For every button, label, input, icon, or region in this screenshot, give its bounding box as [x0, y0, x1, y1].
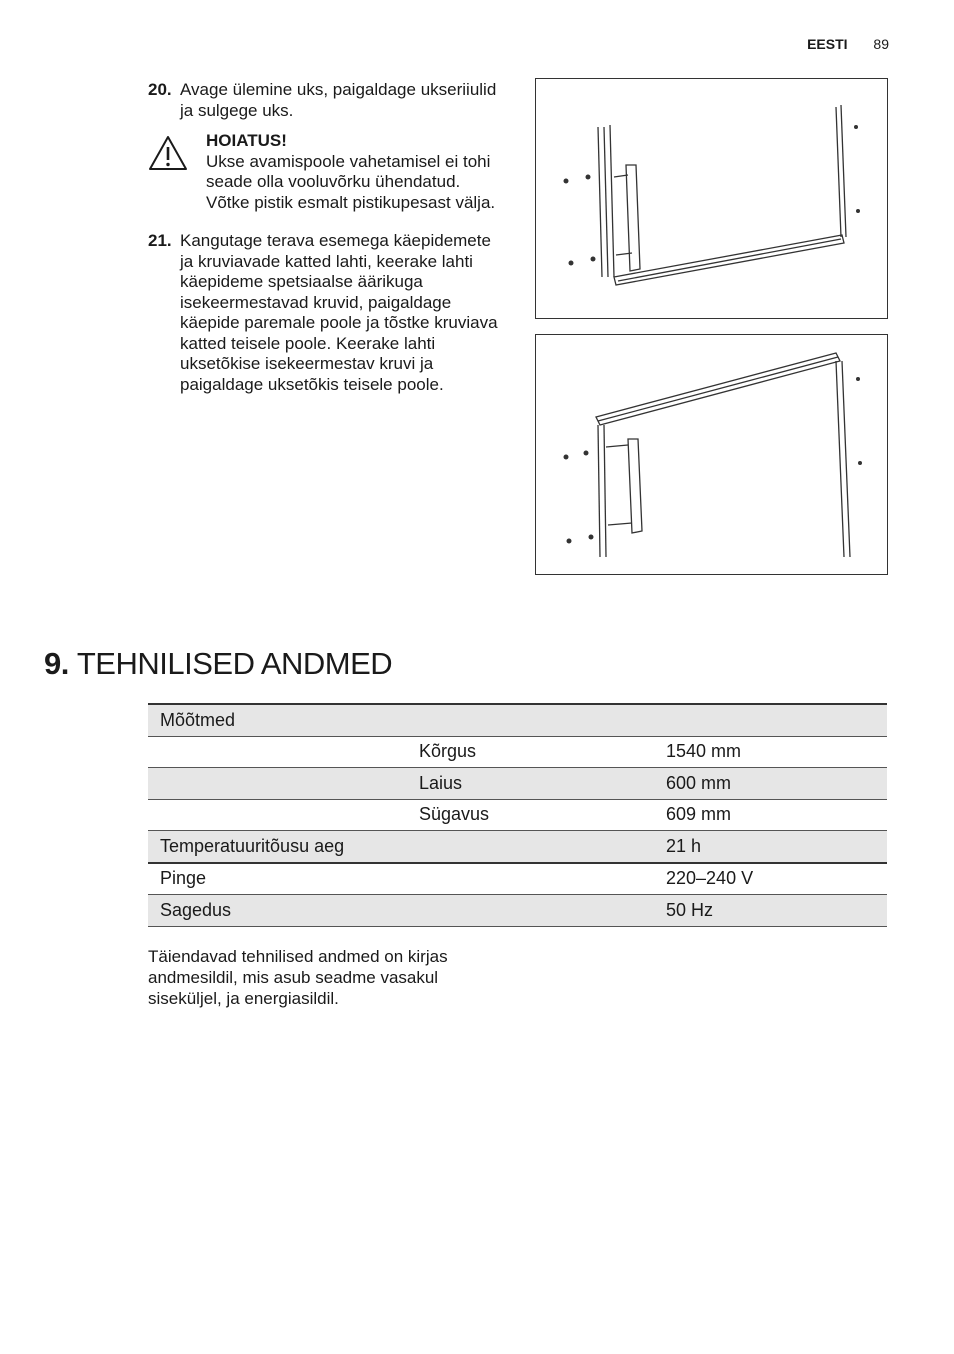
row-value: 220–240 V — [654, 863, 887, 895]
additional-info-note: Täiendavad tehnilised andmed on kirjas andmesildil, mis asub seadme vasakul siseküljel, ja energiasildil. — [148, 947, 448, 1008]
step-text: Kangutage terava esemega käepidemete ja kruviavade katted lahti, keerake lahti käepideme spetsiaalse äärikuga isekeermestavad kruvid, paigaldage käepide paremale poole ja tõstke kruviava katted teisele poole. Keerake lahti uksetõkise isekeermestav kruvi ja paigaldage uksetõkis teisele poole. — [180, 231, 498, 394]
row-value: 50 Hz — [654, 895, 887, 927]
table-row — [148, 831, 887, 863]
step-21 — [148, 231, 508, 395]
row-label: Pinge — [148, 863, 407, 895]
row-value: 609 mm — [654, 799, 887, 831]
page-header — [807, 36, 889, 52]
figure-door-handle-removal — [535, 78, 888, 319]
page-number: 89 — [873, 36, 889, 52]
row-label: Temperatuuritõusu aeg — [148, 831, 407, 863]
table-row — [148, 895, 887, 927]
row-label — [148, 799, 407, 831]
warning-title: HOIATUS! — [206, 131, 287, 150]
door-illustration-top — [536, 79, 889, 320]
row-label — [148, 736, 407, 768]
step-number: 21. — [148, 231, 172, 250]
table-row — [148, 736, 887, 768]
warning-box — [148, 131, 508, 213]
row-sublabel — [407, 863, 654, 895]
step-text: Avage ülemine uks, paigaldage ukseriiulid ja sulgege uks. — [180, 80, 497, 120]
step-number: 20. — [148, 80, 172, 99]
table-row — [148, 704, 887, 736]
table-row — [148, 799, 887, 831]
table-row — [148, 863, 887, 895]
row-value: 1540 mm — [654, 736, 887, 768]
warning-text: Ukse avamispoole vahetamisel ei tohi seade olla vooluvõrku ühendatud. Võtke pistik esmalt pistikupesast välja. — [206, 151, 496, 212]
section-heading: TEHNILISED ANDMED — [76, 646, 393, 681]
row-sublabel — [407, 895, 654, 927]
row-value: 21 h — [654, 831, 887, 863]
row-sublabel: Kõrgus — [407, 736, 654, 768]
section-number: 9. — [44, 646, 69, 681]
row-sublabel — [407, 831, 654, 863]
row-value: 600 mm — [654, 768, 887, 800]
header-language: EESTI — [807, 36, 848, 52]
table-row — [148, 768, 887, 800]
row-value — [654, 704, 887, 736]
figure-door-handle-installation — [535, 334, 888, 575]
row-sublabel: Sügavus — [407, 799, 654, 831]
row-sublabel: Laius — [407, 768, 654, 800]
row-sublabel — [407, 704, 654, 736]
row-label: Mõõtmed — [148, 704, 407, 736]
warning-triangle-icon — [148, 131, 206, 213]
instruction-steps — [148, 80, 508, 405]
row-label — [148, 768, 407, 800]
section-title — [44, 646, 392, 682]
technical-data-table — [148, 703, 887, 927]
row-label: Sagedus — [148, 895, 407, 927]
door-illustration-bottom — [536, 335, 889, 576]
step-20 — [148, 80, 508, 121]
